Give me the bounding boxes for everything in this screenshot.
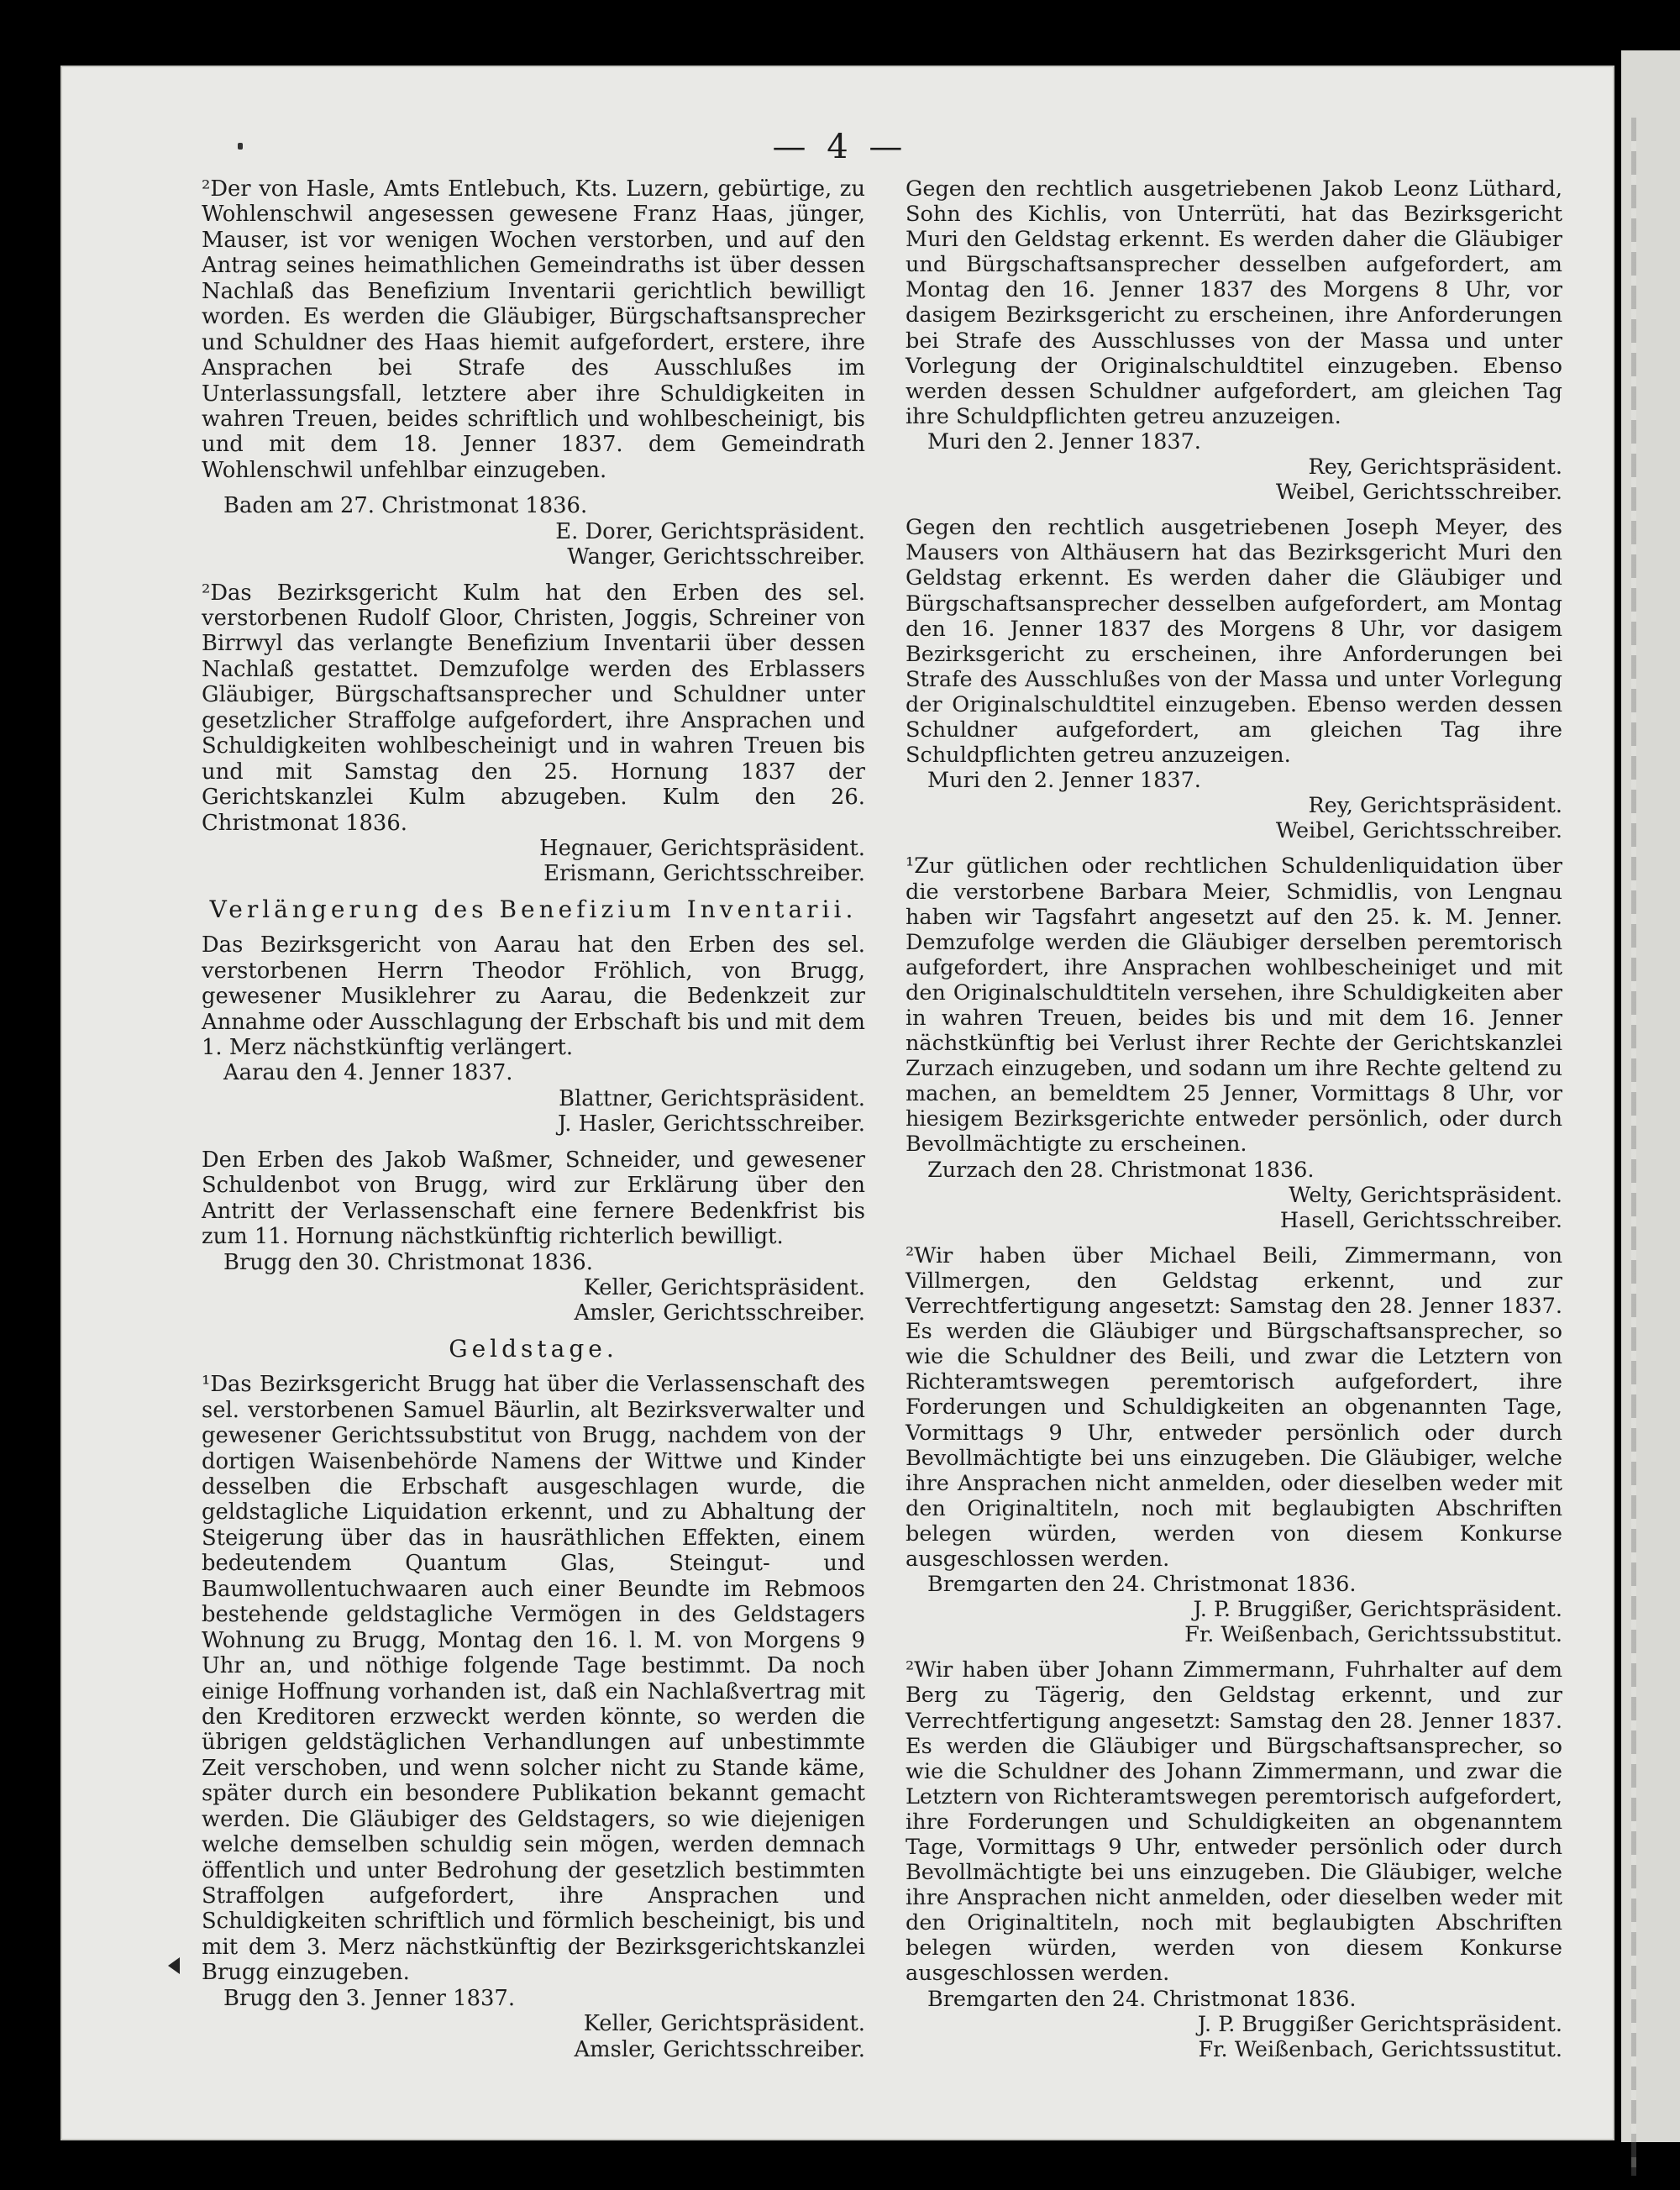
signature-president: Keller, Gerichtspräsident.: [583, 2011, 865, 2037]
notice-froehlich: Das Bezirksgericht von Aarau hat den Erben des sel. verstorbenen Herrn Theodor Fröhlich, von Brugg, gewesener Musiklehrer zu Aarau, die Bedenkzeit zur Annahme oder Ausschlagung der Erbschaft bis und mit dem 1. Merz nächstkünftig verlängert.: [202, 932, 865, 1060]
notice-beili: ²Wir haben über Michael Beili, Zimmermann, von Villmergen, den Geldstag erkennt, und zur Verrechtfertigung angesetzt: Samstag den 28. Jenner 1837. Es werden die Gläubiger und Bürgschaftsansprecher, so wie die Schuldner des Beili, und zwar die Letztern von Richteramtswegen peremtorisch aufgefordert, ihre Forderungen und Schuldigkeiten an obgenannten Tage, Vormittags 9 Uhr, entweder persönlich oder durch Bevollmächtigte bei uns einzugeben. Die Gläubiger, welche ihre Ansprachen nicht anmelden, oder dieselben weder mit den Originaltiteln, noch mit beglaubigten Abschriften belegen würden, werden von diesem Konkurse ausgeschlossen werden.: [906, 1242, 1562, 1572]
notice-luethard: Gegen den rechtlich ausgetriebenen Jakob Leonz Lüthard, Sohn des Kichlis, von Unterrüti, hat das Bezirksgericht Muri den Geldstag erkennt. Es werden daher die Gläubiger und Bürgschaftsansprecher desselben aufgefordert, am Montag den 16. Jenner 1837 des Morgens 8 Uhr, vor dasigem Bezirksgericht zu erscheinen, ihre Anforderungen bei Strafe des Ausschlusses von der Massa und unter Vorlegung der Originalschuldtitel einzugeben. Ebenso werden dessen Schuldner aufgefordert, am gleichen Tag ihre Schuldpflichten getreu anzuzeigen.: [906, 176, 1562, 429]
page-number: — 4 —: [772, 128, 908, 166]
signature-president: Welty, Gerichtspräsident.: [1289, 1182, 1562, 1208]
right-column: [906, 176, 1562, 2062]
signature-president: J. P. Bruggißer Gerichtspräsident.: [1197, 2011, 1562, 2037]
signature-president: E. Dorer, Gerichtspräsident.: [555, 518, 865, 544]
section-heading-geldstage: Geldstage.: [449, 1334, 618, 1363]
signature-substitute: Fr. Weißenbach, Gerichtssubstitut.: [1184, 1622, 1562, 1648]
notice-place-date: Brugg den 3. Jenner 1837.: [223, 1985, 516, 2011]
signature-clerk: Hasell, Gerichtsschreiber.: [1279, 1207, 1562, 1233]
notice-place-date: Baden am 27. Christmonat 1836.: [223, 493, 588, 519]
signature-president: Keller, Gerichtspräsident.: [583, 1274, 865, 1300]
signature-clerk: Weibel, Gerichtsschreiber.: [1275, 818, 1562, 844]
notice-zimmermann: ²Wir haben über Johann Zimmermann, Fuhrhalter auf dem Berg zu Tägerig, den Geldstag erkennt, und zur Verrechtfertigung angesetzt: Samstag den 28. Jenner 1837. Es werden die Gläubiger und Bürgschaftsansprecher, so wie die Schuldner des Johann Zimmermann, und zwar die Letztern von Richteramtswegen peremtorisch aufgefordert, ihre Forderungen und Schuldigkeiten an obgenanntem Tage, Vormittags 9 Uhr, entweder persönlich oder durch Bevollmächtigte bei uns einzugeben. Die Gläubiger, welche ihre Ansprachen nicht anmelden, oder dieselben weder mit den Originaltiteln, noch mit beglaubigten Abschriften belegen würden, werden von diesem Konkurse ausgeschlossen werden.: [906, 1657, 1562, 1987]
notice-gloor: ²Das Bezirksgericht Kulm hat den Erben des sel. verstorbenen Rudolf Gloor, Christen, Joggis, Schreiner von Birrwyl das verlangte Benefizium Inventarii über dessen Nachlaß gestattet. Demzufolge werden des Erblassers Gläubiger, Bürgschaftsansprecher und Schuldner unter gesetzlicher Straffolge aufgefordert, ihre Ansprachen und Schuldigkeiten wohlbescheinigt und in wahren Treuen bis und mit Samstag den 25. Hornung 1837 der Gerichtskanzlei Kulm abzugeben. Kulm den 26. Christmonat 1836.: [202, 580, 865, 836]
signature-clerk: Weibel, Gerichtsschreiber.: [1275, 480, 1562, 506]
notice-baeurlin: ¹Das Bezirksgericht Brugg hat über die Verlassenschaft des sel. verstorbenen Samuel Bäurlin, alt Bezirksverwalter und gewesener Gerichtssubstitut von Brugg, nachdem von der dortigen Waisenbehörde Namens der Wittwe und Kinder desselben die Erbschaft ausgeschlagen wurde, die geldstagliche Liquidation erkennt, und zu Abhaltung der Steigerung über das in hausräthlichen Effekten, einem bedeutendem Quantum Glas, Steingut- und Baumwollentuchwaaren auch einer Beundte im Rebmoos bestehende geldstagliche Vermögen in des Geldstagers Wohnung zu Brugg, Montag den 16. l. M. von Morgens 9 Uhr an, und nöthige folgende Tage bestimmt. Da noch einige Hoffnung vorhanden ist, daß ein Nachlaßvertrag mit den Kreditoren erzweckt werden könnte, so werden die übrigen geldstäglichen Verhandlungen auf unbestimmte Zeit verschoben, und wenn solcher nicht zu Stande käme, später durch ein besondere Publikation bekannt gemacht werden. Die Gläubiger des Geldstagers, so wie diejenigen welche demselben schuldig sein mögen, werden demnach öffentlich und unter Bedrohung der gesetzlich bestimmten Straffolgen aufgefordert, ihre Ansprachen und Schuldigkeiten schriftlich und förmlich bescheinigt, bis und mit dem 3. Merz nächstkünftig der Bezirksgerichtskanzlei Brugg einzugeben.: [202, 1372, 865, 1986]
signature-president: Rey, Gerichtspräsident.: [1308, 793, 1562, 819]
notice-place-date: Bremgarten den 24. Christmonat 1836.: [927, 1986, 1357, 2012]
margin-marker: [168, 1957, 180, 1974]
notice-place-date: Muri den 2. Jenner 1837.: [927, 768, 1201, 794]
signature-clerk: Amsler, Gerichtsschreiber.: [574, 1300, 865, 1326]
notice-meier: ¹Zur gütlichen oder rechtlichen Schuldenliquidation über die verstorbene Barbara Meier, Schmidlis, von Lengnau haben wir Tagsfahrt angesetzt auf den 25. k. M. Jenner. Demzufolge werden die Gläubiger derselben peremtorisch aufgefordert, ihre Ansprachen wohlbescheiniget und mit den Originalschuldtiteln versehen, ihre Schuldigkeiten aber in wahren Treuen, beides bis und mit dem 16. Jenner nächstkünftig bei Verlust ihrer Rechte der Gerichtskanzlei Zurzach einzugeben, und sodann um ihre Rechte geltend zu machen, an bemeldtem 25 Jenner, Vormittags 8 Uhr, vor hiesigem Bezirksgerichte entweder persönlich, oder durch Bevollmächtigte zu erscheinen.: [906, 853, 1562, 1158]
notice-meyer: Gegen den rechtlich ausgetriebenen Joseph Meyer, des Mausers von Althäusern hat das Bezirksgericht Muri den Geldstag erkennt. Es werden daher die Gläubiger und Bürgschaftsansprecher desselben aufgefordert, am Montag den 16. Jenner 1837 des Morgens 8 Uhr, vor dasigem Bezirksgericht zu erscheinen, ihre Anforderungen bei Strafe des Ausschlußes von der Massa und unter Vorlegung der Originalschuldtitel einzugeben. Ebenso werden dessen Schuldner aufgefordert, am gleichen Tag ihre Schuldpflichten getreu anzuzeigen.: [906, 515, 1562, 769]
facing-page-text-edge: [1631, 118, 1636, 2176]
signature-clerk: Amsler, Gerichtsschreiber.: [574, 2036, 865, 2062]
signature-substitute: Fr. Weißenbach, Gerichtssustitut.: [1198, 2036, 1562, 2062]
facing-page-edge: [1621, 50, 1680, 2142]
signature-president: Rey, Gerichtspräsident.: [1308, 454, 1562, 481]
notice-place-date: Muri den 2. Jenner 1837.: [927, 428, 1201, 454]
notice-place-date: Bremgarten den 24. Christmonat 1836.: [927, 1572, 1357, 1598]
signature-clerk: Erismann, Gerichtsschreiber.: [543, 861, 865, 887]
notice-place-date: Aarau den 4. Jenner 1837.: [223, 1060, 513, 1086]
signature-president: J. P. Bruggißer, Gerichtspräsident.: [1193, 1597, 1562, 1623]
signature-president: Hegnauer, Gerichtspräsident.: [539, 835, 865, 861]
signature-clerk: J. Hasler, Gerichtsschreiber.: [557, 1111, 865, 1137]
notice-wassmer: Den Erben des Jakob Waßmer, Schneider, und gewesener Schuldenbot von Brugg, wird zur Erklärung über den Antritt der Verlassenschaft eine fernere Bedenkfrist bis zum 11. Hornung nächstkünftig richterlich bewilligt.: [202, 1147, 865, 1250]
notice-haas: ²Der von Hasle, Amts Entlebuch, Kts. Luzern, gebürtige, zu Wohlenschwil angesessen gewesene Franz Haas, jünger, Mauser, ist vor wenigen Wochen verstorben, und auf den Antrag seines heimathlichen Gemeindraths ist über dessen Nachlaß das Benefizium Inventarii gerichtlich bewilligt worden. Es werden die Gläubiger, Bürgschaftsansprecher und Schuldner des Haas hiemit aufgefordert, erstere, ihre Ansprachen bei Strafe des Ausschlußes im Unterlassungsfall, letztere aber ihre Schuldigkeiten in wahren Treuen, beides schriftlich und wohlbescheinigt, bis und mit dem 18. Jenner 1837. dem Gemeindrath Wohlenschwil unfehlbar einzugeben.: [202, 176, 865, 483]
left-column: [202, 176, 865, 2062]
section-heading-verlaengerung: Verlängerung des Benefizium Inventarii.: [209, 895, 858, 923]
signature-president: Blattner, Gerichtspräsident.: [559, 1085, 865, 1111]
notice-place-date: Zurzach den 28. Christmonat 1836.: [927, 1157, 1315, 1183]
notice-place-date: Brugg den 30. Christmonat 1836.: [223, 1249, 593, 1275]
signature-clerk: Wanger, Gerichtsschreiber.: [567, 544, 865, 570]
